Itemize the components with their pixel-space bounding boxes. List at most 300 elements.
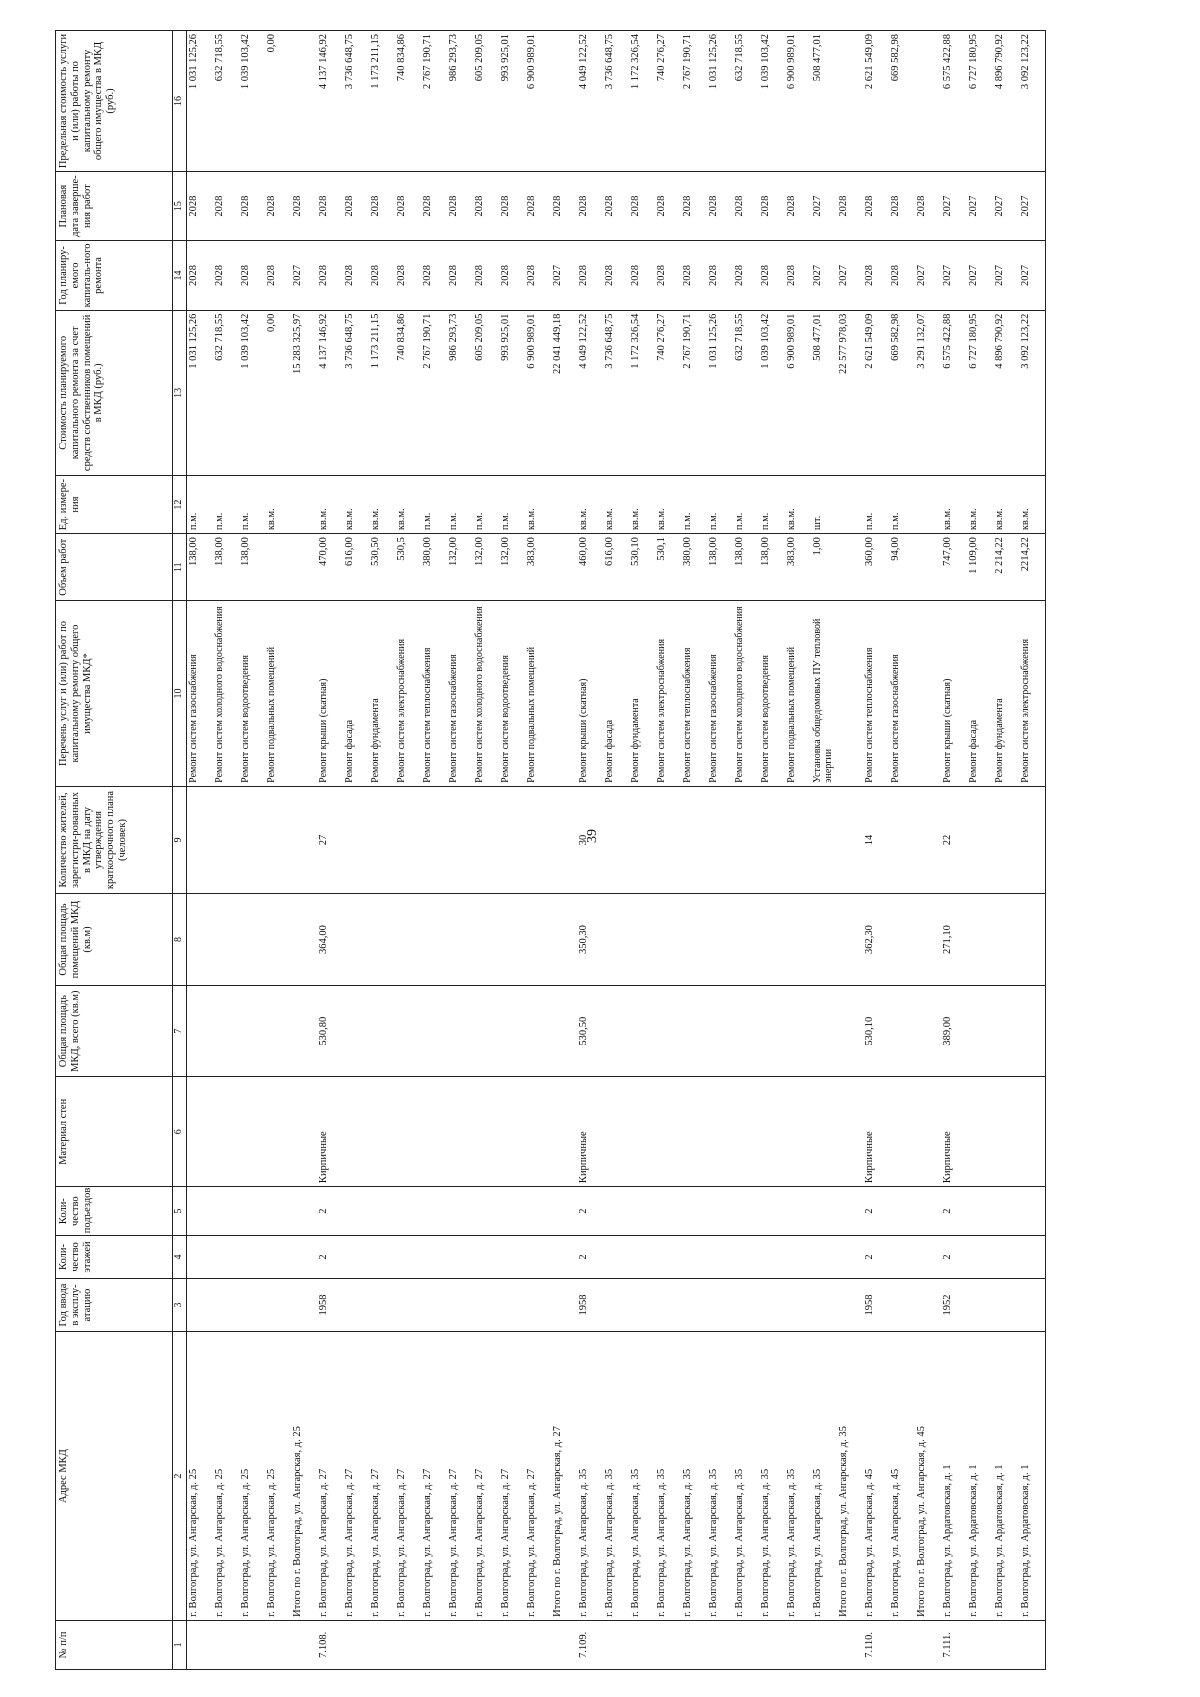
residents-cell xyxy=(811,786,837,893)
residents-cell xyxy=(603,786,629,893)
row-number xyxy=(343,1620,369,1669)
wall-material-cell xyxy=(733,1077,759,1187)
column-header: № п/п xyxy=(56,1620,173,1669)
table-row xyxy=(655,31,681,1670)
work-type-cell: Ремонт крыши (скатная) xyxy=(577,601,603,787)
year-built-cell xyxy=(655,1278,681,1332)
residents-cell xyxy=(369,786,395,893)
wall-material-cell xyxy=(213,1077,239,1187)
column-number: 3 xyxy=(173,1278,187,1332)
unit-cell: п.м. xyxy=(421,476,447,534)
entrances-cell xyxy=(967,1187,993,1236)
table-header xyxy=(56,31,187,1670)
unit-cell: п.м. xyxy=(863,476,889,534)
cost-cell: 986 293,73 xyxy=(447,310,473,475)
wall-material-cell xyxy=(291,1077,317,1187)
unit-cell: п.м. xyxy=(239,476,265,534)
residents-cell xyxy=(629,786,655,893)
table-row xyxy=(889,31,915,1670)
planned-year-cell: 2028 xyxy=(317,241,343,310)
table-row xyxy=(915,31,941,1670)
work-type-cell: Ремонт подвальных помещений xyxy=(785,601,811,787)
completion-year-cell: 2028 xyxy=(785,171,811,240)
planned-year-cell: 2028 xyxy=(525,241,551,310)
cost-cell: 0,00 xyxy=(265,310,291,475)
total-area-cell: 530,10 xyxy=(863,985,889,1077)
floors-cell xyxy=(967,1236,993,1278)
address-cell: г. Волгоград, ул. Ангарская, д. 25 xyxy=(239,1332,265,1620)
column-number: 4 xyxy=(173,1236,187,1278)
column-header: Ед. измере-ния xyxy=(56,476,173,534)
wall-material-cell xyxy=(187,1077,214,1187)
residents-cell xyxy=(681,786,707,893)
volume-cell xyxy=(265,534,291,601)
completion-year-cell: 2028 xyxy=(187,171,214,240)
cost-cell: 605 209,05 xyxy=(473,310,499,475)
year-built-cell xyxy=(343,1278,369,1332)
work-type-cell: Ремонт систем водоотведения xyxy=(239,601,265,787)
year-built-cell xyxy=(525,1278,551,1332)
total-area-cell xyxy=(551,985,577,1077)
total-area-cell xyxy=(473,985,499,1077)
work-type-cell xyxy=(837,601,863,787)
entrances-cell xyxy=(603,1187,629,1236)
cost-cell: 2 621 549,09 xyxy=(863,310,889,475)
column-header: Общая площадь МКД, всего (кв.м) xyxy=(56,985,173,1077)
cost-cell: 6 575 422,88 xyxy=(941,310,967,475)
entrances-cell xyxy=(1019,1187,1046,1236)
unit-cell xyxy=(915,476,941,534)
completion-year-cell: 2028 xyxy=(421,171,447,240)
work-type-cell: Ремонт фасада xyxy=(343,601,369,787)
cost-cell: 4 137 146,92 xyxy=(317,310,343,475)
table-row xyxy=(863,31,889,1670)
entrances-cell xyxy=(447,1187,473,1236)
unit-cell: кв.м. xyxy=(785,476,811,534)
year-built-cell xyxy=(603,1278,629,1332)
planned-year-cell: 2028 xyxy=(395,241,421,310)
residents-cell xyxy=(889,786,915,893)
completion-year-cell: 2028 xyxy=(473,171,499,240)
residents-cell: 14 xyxy=(863,786,889,893)
cost-cell: 22 041 449,18 xyxy=(551,310,577,475)
column-number: 2 xyxy=(173,1332,187,1620)
table-row xyxy=(577,31,603,1670)
total-area-cell xyxy=(681,985,707,1077)
cost-cell: 740 834,86 xyxy=(395,310,421,475)
floors-cell xyxy=(759,1236,785,1278)
address-cell: г. Волгоград, ул. Ангарская, д. 27 xyxy=(525,1332,551,1620)
work-type-cell: Ремонт фундамента xyxy=(369,601,395,787)
row-number xyxy=(213,1620,239,1669)
address-cell: г. Волгоград, ул. Ангарская, д. 25 xyxy=(187,1332,214,1620)
year-built-cell xyxy=(785,1278,811,1332)
wall-material-cell xyxy=(265,1077,291,1187)
work-type-cell: Ремонт систем электроснабжения xyxy=(655,601,681,787)
year-built-cell: 1958 xyxy=(577,1278,603,1332)
floors-cell xyxy=(369,1236,395,1278)
column-header: Материал стен xyxy=(56,1077,173,1187)
floors-cell xyxy=(395,1236,421,1278)
wall-material-cell xyxy=(837,1077,863,1187)
work-type-cell: Ремонт систем электроснабжения xyxy=(1019,601,1046,787)
year-built-cell xyxy=(759,1278,785,1332)
address-cell: г. Волгоград, ул. Ангарская, д. 25 xyxy=(265,1332,291,1620)
column-header: Общая площадь помещений МКД (кв.м) xyxy=(56,894,173,986)
row-number xyxy=(187,1620,214,1669)
cost-cell: 1 039 103,42 xyxy=(759,310,785,475)
premises-area-cell: 362,30 xyxy=(863,894,889,986)
completion-year-cell: 2028 xyxy=(681,171,707,240)
wall-material-cell xyxy=(993,1077,1019,1187)
column-number: 1 xyxy=(173,1620,187,1669)
table-row xyxy=(291,31,317,1670)
completion-year-cell: 2028 xyxy=(551,171,577,240)
cost-cell: 1 039 103,42 xyxy=(239,310,265,475)
row-number xyxy=(967,1620,993,1669)
year-built-cell xyxy=(239,1278,265,1332)
address-cell: г. Волгоград, ул. Ангарская, д. 27 xyxy=(421,1332,447,1620)
year-built-cell: 1952 xyxy=(941,1278,967,1332)
volume-cell: 383,00 xyxy=(785,534,811,601)
completion-year-cell: 2028 xyxy=(213,171,239,240)
work-type-cell: Ремонт систем газоснабжения xyxy=(889,601,915,787)
total-area-cell xyxy=(889,985,915,1077)
completion-year-cell: 2028 xyxy=(291,171,317,240)
work-type-cell: Ремонт подвальных помещений xyxy=(265,601,291,787)
residents-cell xyxy=(343,786,369,893)
wall-material-cell xyxy=(681,1077,707,1187)
unit-cell: п.м. xyxy=(707,476,733,534)
premises-area-cell xyxy=(889,894,915,986)
entrances-cell xyxy=(759,1187,785,1236)
premises-area-cell xyxy=(447,894,473,986)
table-row xyxy=(317,31,343,1670)
entrances-cell xyxy=(343,1187,369,1236)
row-number xyxy=(629,1620,655,1669)
year-built-cell xyxy=(889,1278,915,1332)
limit-cost-cell: 0,00 xyxy=(265,31,291,172)
cost-cell: 3 736 648,75 xyxy=(603,310,629,475)
premises-area-cell xyxy=(629,894,655,986)
table-row xyxy=(603,31,629,1670)
completion-year-cell: 2028 xyxy=(577,171,603,240)
wall-material-cell xyxy=(707,1077,733,1187)
floors-cell xyxy=(889,1236,915,1278)
wall-material-cell: Кирпичные xyxy=(577,1077,603,1187)
row-number xyxy=(655,1620,681,1669)
column-header: Перечень услуг и (или) работ по капитальному ремонту общего имущества МКД* xyxy=(56,601,173,787)
completion-year-cell: 2027 xyxy=(967,171,993,240)
address-cell: г. Волгоград, ул. Ардатовская, д. 1 xyxy=(941,1332,967,1620)
table-row xyxy=(785,31,811,1670)
year-built-cell xyxy=(733,1278,759,1332)
volume-cell: 138,00 xyxy=(759,534,785,601)
volume-cell: 132,00 xyxy=(499,534,525,601)
residents-cell xyxy=(707,786,733,893)
floors-cell xyxy=(707,1236,733,1278)
wall-material-cell xyxy=(421,1077,447,1187)
limit-cost-cell: 986 293,73 xyxy=(447,31,473,172)
floors-cell xyxy=(239,1236,265,1278)
residents-cell xyxy=(759,786,785,893)
header-row xyxy=(56,31,173,1670)
limit-cost-cell xyxy=(551,31,577,172)
residents-cell xyxy=(447,786,473,893)
row-number xyxy=(499,1620,525,1669)
column-number: 13 xyxy=(173,310,187,475)
planned-year-cell: 2027 xyxy=(967,241,993,310)
floors-cell: 2 xyxy=(577,1236,603,1278)
premises-area-cell xyxy=(733,894,759,986)
work-type-cell xyxy=(291,601,317,787)
floors-cell xyxy=(447,1236,473,1278)
limit-cost-cell: 2 767 190,71 xyxy=(421,31,447,172)
column-number-row xyxy=(173,31,187,1670)
unit-cell: кв.м. xyxy=(941,476,967,534)
address-cell: г. Волгоград, ул. Ангарская, д. 45 xyxy=(889,1332,915,1620)
entrances-cell xyxy=(629,1187,655,1236)
work-type-cell: Ремонт систем теплоснабжения xyxy=(421,601,447,787)
total-area-cell: 389,00 xyxy=(941,985,967,1077)
work-type-cell: Ремонт систем холодного водоснабжения xyxy=(213,601,239,787)
total-area-cell xyxy=(603,985,629,1077)
total-area-cell xyxy=(369,985,395,1077)
entrances-cell xyxy=(187,1187,214,1236)
year-built-cell xyxy=(369,1278,395,1332)
unit-cell: п.м. xyxy=(681,476,707,534)
entrances-cell xyxy=(525,1187,551,1236)
total-area-cell xyxy=(187,985,214,1077)
volume-cell: 2214,22 xyxy=(1019,534,1046,601)
column-number: 12 xyxy=(173,476,187,534)
unit-cell: кв.м. xyxy=(577,476,603,534)
cost-cell: 2 767 190,71 xyxy=(421,310,447,475)
unit-cell: кв.м. xyxy=(525,476,551,534)
address-cell: г. Волгоград, ул. Ангарская, д. 35 xyxy=(629,1332,655,1620)
table-row xyxy=(213,31,239,1670)
planned-year-cell: 2027 xyxy=(915,241,941,310)
limit-cost-cell: 740 276,27 xyxy=(655,31,681,172)
premises-area-cell xyxy=(187,894,214,986)
address-cell: г. Волгоград, ул. Ангарская, д. 27 xyxy=(395,1332,421,1620)
address-cell: г. Волгоград, ул. Ангарская, д. 27 xyxy=(317,1332,343,1620)
column-header: Предельная стоимость услуги и (или) работы по капитальному ремонту общего имущества в МКД (руб.) xyxy=(56,31,173,172)
table-row xyxy=(1019,31,1046,1670)
premises-area-cell xyxy=(707,894,733,986)
unit-cell: кв.м. xyxy=(343,476,369,534)
floors-cell xyxy=(837,1236,863,1278)
limit-cost-cell: 1 172 326,54 xyxy=(629,31,655,172)
cost-cell: 993 925,01 xyxy=(499,310,525,475)
residents-cell xyxy=(551,786,577,893)
unit-cell: кв.м. xyxy=(629,476,655,534)
completion-year-cell: 2028 xyxy=(733,171,759,240)
wall-material-cell xyxy=(967,1077,993,1187)
table-row xyxy=(707,31,733,1670)
year-built-cell xyxy=(213,1278,239,1332)
address-cell: г. Волгоград, ул. Ангарская, д. 35 xyxy=(707,1332,733,1620)
column-header: Коли-чество подъездов xyxy=(56,1187,173,1236)
volume-cell: 383,00 xyxy=(525,534,551,601)
completion-year-cell: 2028 xyxy=(525,171,551,240)
total-area-cell xyxy=(707,985,733,1077)
table-row xyxy=(837,31,863,1670)
cost-cell: 1 172 326,54 xyxy=(629,310,655,475)
entrances-cell xyxy=(291,1187,317,1236)
premises-area-cell: 364,00 xyxy=(317,894,343,986)
planned-year-cell: 2028 xyxy=(499,241,525,310)
address-cell: г. Волгоград, ул. Ангарская, д. 35 xyxy=(785,1332,811,1620)
residents-cell xyxy=(187,786,214,893)
year-built-cell xyxy=(291,1278,317,1332)
address-cell: Итого по г. Волгоград, ул. Ангарская, д. 35 xyxy=(837,1332,863,1620)
completion-year-cell: 2027 xyxy=(811,171,837,240)
row-number xyxy=(733,1620,759,1669)
row-number xyxy=(915,1620,941,1669)
address-cell: г. Волгоград, ул. Ангарская, д. 27 xyxy=(447,1332,473,1620)
year-built-cell: 1958 xyxy=(863,1278,889,1332)
address-cell: г. Волгоград, ул. Ангарская, д. 35 xyxy=(603,1332,629,1620)
unit-cell: п.м. xyxy=(213,476,239,534)
unit-cell: кв.м. xyxy=(317,476,343,534)
limit-cost-cell: 1 039 103,42 xyxy=(239,31,265,172)
planned-year-cell: 2028 xyxy=(707,241,733,310)
column-header: Год планиру-емого капиталь-ного ремонта xyxy=(56,241,173,310)
volume-cell: 470,00 xyxy=(317,534,343,601)
total-area-cell xyxy=(499,985,525,1077)
volume-cell: 138,00 xyxy=(213,534,239,601)
premises-area-cell xyxy=(213,894,239,986)
total-area-cell xyxy=(525,985,551,1077)
unit-cell xyxy=(837,476,863,534)
residents-cell xyxy=(291,786,317,893)
floors-cell xyxy=(213,1236,239,1278)
work-type-cell: Ремонт фундамента xyxy=(993,601,1019,787)
unit-cell: п.м. xyxy=(759,476,785,534)
column-number: 6 xyxy=(173,1077,187,1187)
wall-material-cell xyxy=(889,1077,915,1187)
completion-year-cell: 2028 xyxy=(707,171,733,240)
premises-area-cell xyxy=(993,894,1019,986)
volume-cell: 530,5 xyxy=(395,534,421,601)
table-row xyxy=(499,31,525,1670)
floors-cell xyxy=(551,1236,577,1278)
planned-year-cell: 2028 xyxy=(889,241,915,310)
floors-cell xyxy=(681,1236,707,1278)
premises-area-cell xyxy=(967,894,993,986)
entrances-cell xyxy=(239,1187,265,1236)
total-area-cell: 530,80 xyxy=(317,985,343,1077)
column-number: 5 xyxy=(173,1187,187,1236)
total-area-cell xyxy=(213,985,239,1077)
table-body xyxy=(187,31,1046,1670)
floors-cell xyxy=(1019,1236,1046,1278)
floors-cell xyxy=(499,1236,525,1278)
volume-cell: 747,00 xyxy=(941,534,967,601)
completion-year-cell: 2028 xyxy=(395,171,421,240)
work-type-cell xyxy=(551,601,577,787)
unit-cell: кв.м. xyxy=(1019,476,1046,534)
entrances-cell xyxy=(655,1187,681,1236)
limit-cost-cell: 6 900 989,01 xyxy=(785,31,811,172)
entrances-cell xyxy=(733,1187,759,1236)
entrances-cell: 2 xyxy=(577,1187,603,1236)
volume-cell: 1 109,00 xyxy=(967,534,993,601)
planned-year-cell: 2028 xyxy=(265,241,291,310)
volume-cell: 616,00 xyxy=(343,534,369,601)
table-row xyxy=(941,31,967,1670)
address-cell: г. Волгоград, ул. Ангарская, д. 25 xyxy=(213,1332,239,1620)
planned-year-cell: 2028 xyxy=(681,241,707,310)
total-area-cell xyxy=(343,985,369,1077)
residents-cell xyxy=(499,786,525,893)
total-area-cell xyxy=(915,985,941,1077)
wall-material-cell xyxy=(551,1077,577,1187)
entrances-cell: 2 xyxy=(941,1187,967,1236)
limit-cost-cell: 632 718,55 xyxy=(213,31,239,172)
unit-cell: п.м. xyxy=(473,476,499,534)
floors-cell xyxy=(525,1236,551,1278)
limit-cost-cell: 4 049 122,52 xyxy=(577,31,603,172)
cost-cell: 632 718,55 xyxy=(733,310,759,475)
planned-year-cell: 2027 xyxy=(993,241,1019,310)
table-row xyxy=(993,31,1019,1670)
premises-area-cell xyxy=(369,894,395,986)
work-type-cell: Ремонт систем водоотведения xyxy=(499,601,525,787)
premises-area-cell xyxy=(525,894,551,986)
limit-cost-cell: 6 727 180,95 xyxy=(967,31,993,172)
column-header: Коли-чество этажей xyxy=(56,1236,173,1278)
volume-cell: 530,50 xyxy=(369,534,395,601)
wall-material-cell xyxy=(811,1077,837,1187)
planned-year-cell: 2028 xyxy=(759,241,785,310)
planned-year-cell: 2028 xyxy=(577,241,603,310)
row-number: 7.110. xyxy=(863,1620,889,1669)
unit-cell: шт. xyxy=(811,476,837,534)
wall-material-cell xyxy=(603,1077,629,1187)
cost-cell: 508 477,01 xyxy=(811,310,837,475)
table-row xyxy=(239,31,265,1670)
row-number xyxy=(421,1620,447,1669)
row-number xyxy=(395,1620,421,1669)
row-number: 7.109. xyxy=(577,1620,603,1669)
work-type-cell xyxy=(915,601,941,787)
premises-area-cell: 350,30 xyxy=(577,894,603,986)
limit-cost-cell: 4 896 790,92 xyxy=(993,31,1019,172)
work-type-cell: Ремонт систем холодного водоснабжения xyxy=(473,601,499,787)
unit-cell: п.м. xyxy=(499,476,525,534)
completion-year-cell: 2028 xyxy=(369,171,395,240)
limit-cost-cell: 669 582,98 xyxy=(889,31,915,172)
volume-cell: 138,00 xyxy=(239,534,265,601)
residents-cell xyxy=(837,786,863,893)
residents-cell: 30 xyxy=(577,786,603,893)
floors-cell xyxy=(629,1236,655,1278)
limit-cost-cell: 740 834,86 xyxy=(395,31,421,172)
volume-cell xyxy=(837,534,863,601)
year-built-cell xyxy=(551,1278,577,1332)
page-number: 39 xyxy=(585,829,600,843)
column-number: 7 xyxy=(173,985,187,1077)
floors-cell xyxy=(655,1236,681,1278)
unit-cell: кв.м. xyxy=(655,476,681,534)
planned-year-cell: 2028 xyxy=(239,241,265,310)
cost-cell: 22 577 978,03 xyxy=(837,310,863,475)
unit-cell: кв.м. xyxy=(967,476,993,534)
row-number xyxy=(473,1620,499,1669)
planned-year-cell: 2027 xyxy=(811,241,837,310)
